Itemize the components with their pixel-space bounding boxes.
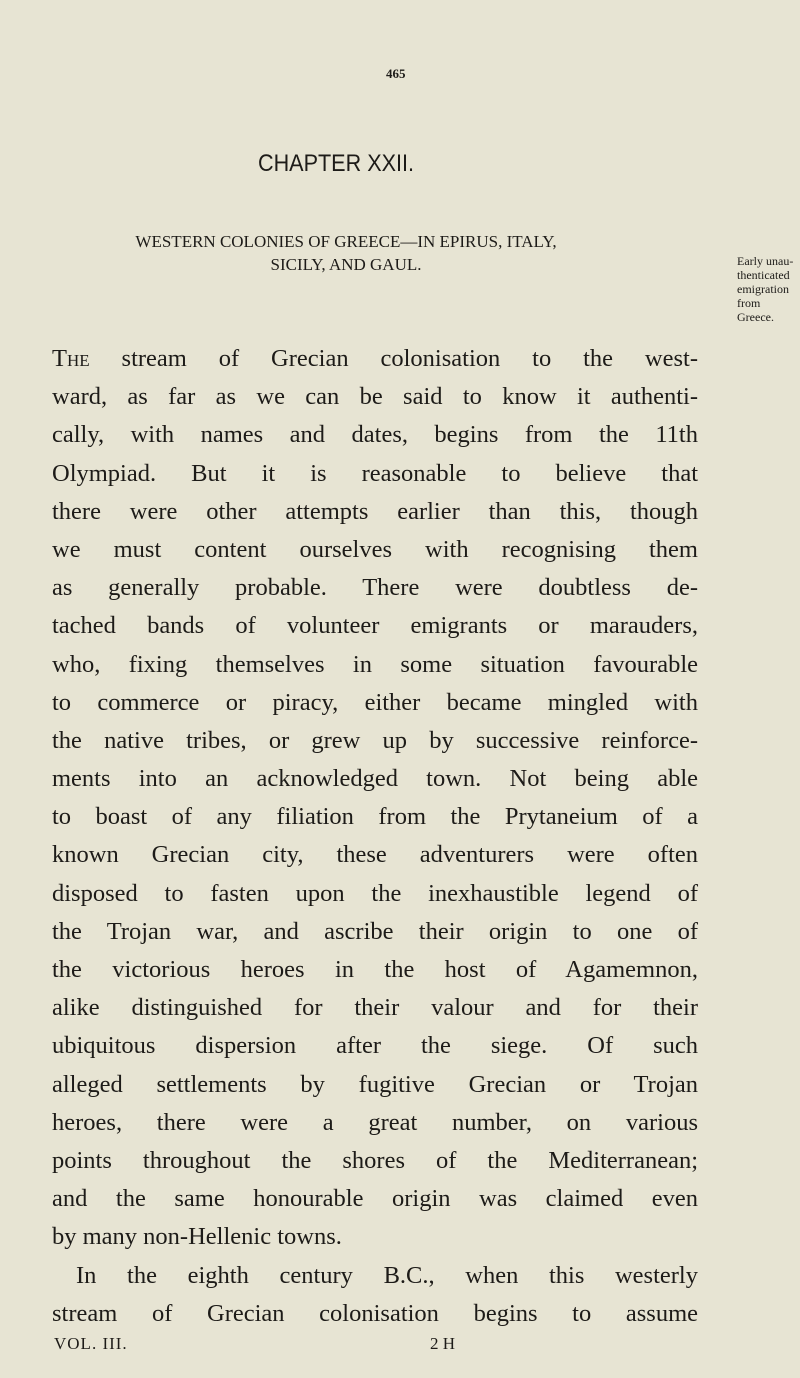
text-line: to boast of any filiation from the Prytaneium of a (52, 803, 698, 831)
text-line: known Grecian city, these adventurers were often (52, 841, 698, 869)
text-line: as generally probable. There were doubtless de- (52, 574, 698, 602)
text-line: points throughout the shores of the Mediterranean; (52, 1146, 698, 1174)
subtitle-line: SICILY, AND GAUL. (270, 255, 422, 274)
chapter-title: CHAPTER XXII. (257, 150, 415, 177)
text-line: who, fixing themselves in some situation favourable (52, 650, 698, 678)
body-text (52, 340, 698, 1333)
text-line: alleged settlements by fugitive Grecian or Trojan (52, 1070, 698, 1098)
drop-word: The (52, 345, 90, 372)
note-line: Greece. (737, 310, 774, 324)
text-line: ubiquitous dispersion after the siege. Of such (52, 1032, 698, 1060)
page-number: 465 (386, 66, 406, 81)
text-line: In the eighth century B.C., when this westerly (76, 1261, 698, 1289)
marginal-note (737, 254, 799, 324)
text-line: tached bands of volunteer emigrants or marauders, (52, 612, 698, 640)
text-line: alike distinguished for their valour and for their (52, 994, 698, 1022)
text-line: the Trojan war, and ascribe their origin to one of (52, 917, 698, 945)
note-line: thenticated (737, 268, 790, 282)
subtitle-line: WESTERN COLONIES OF GREECE—IN EPIRUS, ITALY, (135, 232, 557, 251)
volume-label: VOL. III. (54, 1334, 128, 1353)
text-line: ward, as far as we can be said to know it authenti- (52, 383, 698, 411)
note-line: from (737, 296, 761, 310)
text-line: stream of Grecian colonisation begins to assume (52, 1299, 698, 1327)
text-line: by many non-Hellenic towns. (52, 1223, 342, 1251)
text-line: heroes, there were a great number, on various (52, 1108, 698, 1136)
text-line: Olympiad. But it is reasonable to believe that (52, 459, 698, 487)
signature-mark: 2 H (430, 1334, 456, 1353)
chapter-subtitle (60, 230, 632, 276)
note-line: emigration (737, 282, 789, 296)
text-line: and the same honourable origin was claimed even (52, 1185, 698, 1213)
note-line: Early unau- (737, 254, 794, 268)
text-line: the victorious heroes in the host of Agamemnon, (52, 956, 698, 983)
text-line: disposed to fasten upon the inexhaustible legend of (52, 879, 698, 907)
text-line: there were other attempts earlier than this, though (52, 497, 698, 525)
text-line: to commerce or piracy, either became mingled with (52, 688, 698, 716)
text-line: we must content ourselves with recognising them (52, 535, 698, 563)
text-line: ments into an acknowledged town. Not being able (52, 765, 698, 793)
text-line: cally, with names and dates, begins from the 11th (52, 421, 698, 449)
line-text: stream of Grecian colonisation to the west- (89, 345, 698, 372)
text-line: the native tribes, or grew up by successive reinforce- (52, 726, 698, 754)
text-line (52, 340, 698, 378)
